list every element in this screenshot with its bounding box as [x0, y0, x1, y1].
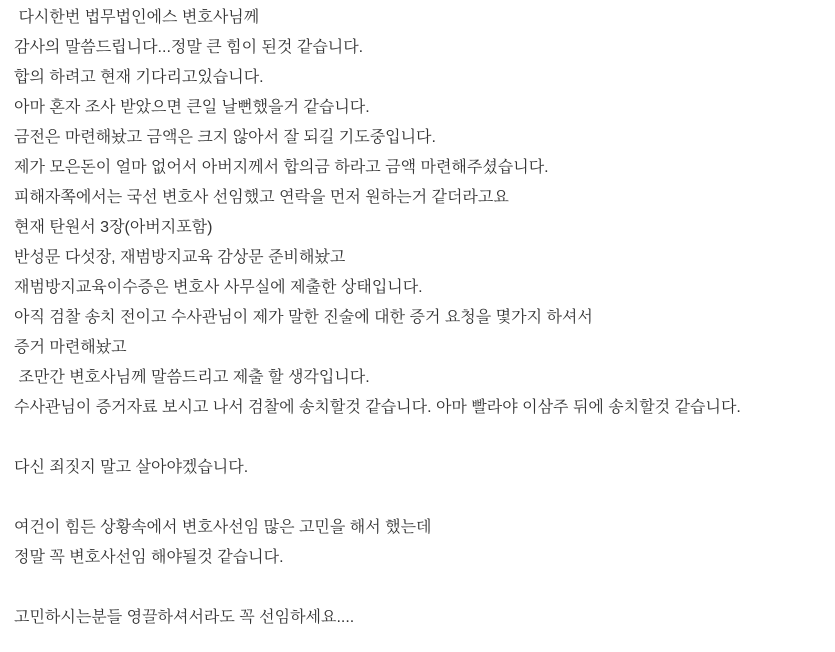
- text-line: [14, 483, 821, 513]
- text-line: 반성문 다섯장, 재범방지교육 감상문 준비해놨고: [14, 249, 346, 266]
- text-line: 감사의 말씀드립니다...정말 큰 힘이 된것 같습니다.: [14, 39, 364, 56]
- text-line: 금전은 마련해놨고 금액은 크지 않아서 잘 되길 기도중입니다.: [14, 129, 436, 146]
- text-line: 수사관님이 증거자료 보시고 나서 검찰에 송치할것 같습니다. 아마 빨라야 이삼주 뒤에 송치할것 같습니다.: [14, 399, 741, 416]
- text-line: [14, 423, 821, 453]
- text-line: 제가 모은돈이 얼마 없어서 아버지께서 합의금 하라고 금액 마련해주셨습니다.: [14, 159, 549, 176]
- text-line: 다신 죄짓지 말고 살아야겠습니다.: [14, 459, 249, 476]
- text-line: 재범방지교육이수증은 변호사 사무실에 제출한 상태입니다.: [14, 279, 423, 296]
- text-line: 아마 혼자 조사 받았으면 큰일 날뻔했을거 같습니다.: [14, 99, 370, 116]
- text-line: 고민하시는분들 영끌하셔서라도 꼭 선임하세요....: [14, 609, 355, 626]
- text-line: 피해자쪽에서는 국선 변호사 선임했고 연락을 먼저 원하는거 같더라고요: [14, 189, 509, 206]
- text-line: [14, 573, 821, 603]
- text-line: 조만간 변호사님께 말씀드리고 제출 할 생각입니다.: [14, 369, 370, 386]
- text-line: 다시한번 법무법인에스 변호사님께: [14, 9, 260, 26]
- text-line: 여건이 힘든 상황속에서 변호사선임 많은 고민을 해서 했는데: [14, 519, 432, 536]
- text-line: 증거 마련해놨고: [14, 339, 127, 356]
- text-line: 정말 꼭 변호사선임 해야될것 같습니다.: [14, 549, 284, 566]
- text-lines: [14, 3, 821, 633]
- text-line: 현재 탄원서 3장(아버지포함): [14, 219, 213, 236]
- text-line: 아직 검찰 송치 전이고 수사관님이 제가 말한 진술에 대한 증거 요청을 몇가지 하셔서: [14, 309, 593, 326]
- text-line: 합의 하려고 현재 기다리고있습니다.: [14, 69, 264, 86]
